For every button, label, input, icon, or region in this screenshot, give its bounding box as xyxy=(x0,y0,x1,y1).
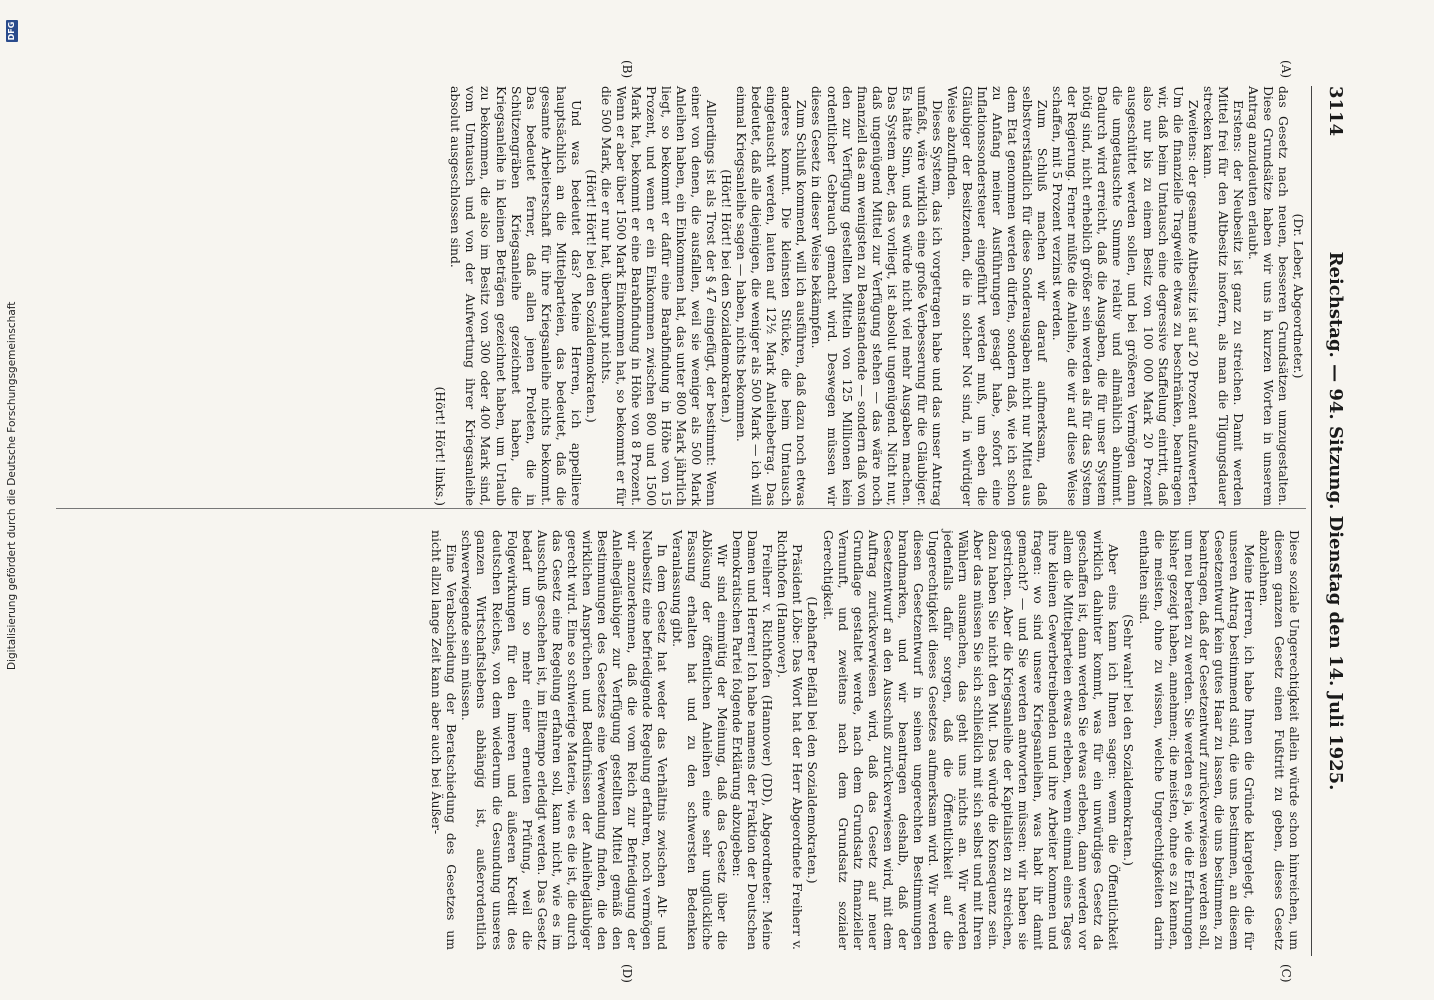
margin-mark-b: (B) xyxy=(620,60,634,79)
dfg-logo-icon: DFG xyxy=(7,21,16,41)
paragraph: Zum Schluß machen wir darauf aufmerksam, daß selbstverständlich für diese Sonderausgaben nicht nur Mittel aus dem Etat genommen werden dürfen, sondern daß, wie ich schon zu Anfang meiner Ausführungen gesagt habe, sofort eine Inflationssondersteuer eingeführt werden muß, um eben die Gläubiger der Besitzenden, die in solcher Not sind, in würdiger Weise abzufinden. xyxy=(944,86,1051,506)
digitization-footer xyxy=(6,0,20,1000)
paragraph: Allerdings ist als Trost der § 47 eingefügt, der bestimmt: Wenn einer von denen, die ausfallen, weil sie weniger als 500 Mark Anleihen haben, ein Einkommen hat, das unter 800 Mark jährlich liegt, so bekommt er dafür eine Barabfindung in Höhe von 15 Prozent, und wenn er ein Einkommen zwischen 800 und 1500 Mark hat, bekommt er eine Barabfindung in Höhe von 8 Prozent. Wenn er aber über 1500 Mark Einkommen hat, so bekommt er für die 500 Mark, die er nur hat, überhaupt nichts. xyxy=(598,86,720,506)
margin-mark-a: (A) xyxy=(1279,60,1293,79)
left-column xyxy=(433,86,1306,506)
margin-mark-d: (D) xyxy=(620,964,634,983)
paragraph: Und was bedeutet das? Meine Herren, ich appelliere hauptsächlich an die Mittelparteien, das bedeutet, daß die gesamte Arbeiterschaft für ihre Kriegsanleihe nichts bekommt. Das bedeutet ferner, daß allen jenen Proleten, die in Schützengräben Kriegsanleihe gezeichnet haben, die Kriegsanleihe in kleinen Beträgen gezeichnet haben, um Urlaub zu bekommen, die also im Besitz von 300 oder 400 Mark sind, vom Umtausch und von der Aufwertung ihrer Kriegsanleihe absolut ausgeschlossen sind. xyxy=(448,86,584,506)
paragraph: Diese soziale Ungerechtigkeit allein würde schon hinreichen, um diesem ganzen Gesetz einen Fußtritt zu geben, dieses Gesetz abzulehnen. xyxy=(1256,530,1302,950)
column-divider xyxy=(56,508,1306,509)
paragraph: Aber eins kann ich Ihnen sagen: wenn die Öffentlichkeit wirklich dahinter kommt, was für ein unwürdiges Gesetz da geschaffen ist, dann werden Sie etwas erleben, dann werden vor allem die Mittelparteien etwas erleben, wenn einmal eines Tages ihre kleinen Gewerbetreibenden und ihre Arbeiter kommen und fragen: wo sind unsere Kriegsanleihen, was habt ihr damit gemacht? — und Sie werden antworten müssen: wir haben sie gestrichen. Aber die Kriegsanleihe der Kapitalisten zu streichen, dazu haben Sie nicht den Mut. Das würde die Konsequenz sein. Aber das müssen Sie sich schließlich mit sich selbst und mit Ihren Wählern ausmachen, das geht uns nichts an. Wir werden jedenfalls dafür sorgen, daß die Öffentlichkeit auf die Ungerechtigkeit dieses Gesetzes aufmerksam wird. Wir werden diesen Gesetzentwurf in seinen ungerechten Bestimmungen brandmarken, und wir beantragen deshalb, daß der Gesetzentwurf an den Ausschuß zurückverwiesen wird, mit dem Auftrag zurückverwiesen wird, daß das Gesetz auf neuer Grundlage gestaltet werde, nach dem Grundsatz finanzieller Vernunft, und zweitens nach dem Grundsatz sozialer Gerechtigkeit. xyxy=(820,530,1122,950)
paragraph: Präsident Löbe: Das Wort hat der Herr Abgeordnete Freiherr v. Richthofen (Hannover). xyxy=(775,530,806,950)
page-title: Reichstag. — 94. Sitzung. Dienstag den 14. Juli 1925. xyxy=(1325,251,1346,791)
margin-mark-c: (C) xyxy=(1279,964,1293,983)
interjection: (Hört! Hört! bei den Sozialdemokraten.) xyxy=(583,169,599,423)
paragraph: Erstens: der Neubesitz ist ganz zu streichen. Damit werden Mittel frei für den Altbesitz insofern, als man die Tilgungsdauer strecken kann. xyxy=(1200,86,1246,506)
paragraph: Wir sind einmütig der Meinung, daß das Gesetz über die Ablösung der öffentlichen Anleihen eine sehr unglückliche Fassung erhalten hat und zu den schwersten Bedenken Veranlassung gibt. xyxy=(670,530,731,950)
paragraph: Zum Schluß kommend, will ich ausführen, daß dazu noch etwas anderes kommt. Die kleinsten Stücke, die beim Umtausch eingetauscht werden, lauten auf 12½ Mark Anleihebetrag. Das bedeutet, daß alle diejenigen, die weniger als 500 Mark — ich will einmal Kriegsanleihe sagen — haben, nichts bekommen. xyxy=(734,86,810,506)
paragraph: In dem Gesetz hat weder das Verhältnis zwischen Alt- und Neubesitz eine befriedigende Regelung erfahren, noch vermögen wir anzuerkennen, daß die vom Reich zur Befriedigung der Anleihegläubiger zur Verfügung gestellten Mittel gemäß den Bestimmungen des Gesetzes eine Verwendung finden, die den wirklichen Ansprüchen und Bedürfnissen der Anleihegläubiger gerecht wird. Eine so schwierige Materie, wie es die ist, die durch das Gesetz eine Regelung erfahren soll, kann nicht, wie es im Ausschuß geschehen ist, im Eiltempo erledigt werden. Das Gesetz bedarf um so mehr einer erneuten Prüfung, weil die Folgewirkungen für den inneren und äußeren Kredit des deutschen Reiches, von dem wiederum die Gesundung unseres ganzen Wirtschaftslebens abhängig ist, außerordentlich schwerwiegende sein müssen. xyxy=(459,530,671,950)
interjection: (Hört! Hört! bei den Sozialdemokraten.) xyxy=(719,169,735,423)
running-header xyxy=(1311,86,1346,956)
speaker-label: (Dr. Leber, Abgeordneter.) xyxy=(1291,213,1306,379)
footer-credit: Digitalisierung gefördert durch die Deutsche Forschungsgemeinschaft xyxy=(6,301,18,670)
paragraph: Eine Verabschiedung der Beratschiedung des Gesetzes um nicht allzu lange Zeit kann aber auch bei Äußer- xyxy=(429,530,460,950)
paragraph: das Gesetz nach neuen, besseren Grundsätzen umzugestalten. Diese Grundsätze haben wir uns in kurzen Worten in unserem Antrag anzudeuten erlaubt. xyxy=(1245,86,1291,506)
paragraph: Meine Herren, ich habe Ihnen die Gründe klargelegt, die für unseren Antrag bestimmend sind, die uns bestimmen, an diesem Gesetzentwurf kein gutes Haar zu lassen, die uns bestimmen, zu beantragen, daß der Gesetzentwurf zurückverwiesen werden soll, um neu beraten zu werden. Sie werden es ja, wie die Erfahrungen bisher gezeigt haben, annehmen; die meisten, ohne es zu kennen, die meisten, ohne zu wissen, welche Ungerechtigkeiten darin enthalten sind. xyxy=(1136,530,1257,950)
page-number: 3114 xyxy=(1325,86,1346,137)
paragraph: Dieses System, das ich vorgetragen habe und das unser Antrag umfaßt, wäre wirklich eine große Verbesserung für die Gläubiger. Es hätte Sinn, und es würde nicht viel mehr Ausgaben machen. Das System aber, das vorliegt, ist absolut ungenügend. Nicht nur, daß ungenügend Mittel zur Verfügung stehen — das wäre noch finanziell das am wenigsten zu Beanstandende — sondern daß von den zur Verfügung gestellten Mitteln von 125 Millionen kein ordentlicher Gebrauch gemacht wird. Deswegen müssen wir dieses Gesetz in dieser Weise bekämpfen. xyxy=(809,86,945,506)
right-column xyxy=(429,530,1302,950)
paragraph: Zweitens: der gesamte Altbesitz ist auf 20 Prozent aufzuwerten. Um die finanzielle Tragweite etwas zu beschränken, beantragen wir, daß beim Umtausch eine degressive Staffelung eintritt, daß also nur bis zu einem Besitz von 100 000 Mark 20 Prozent ausgeschüttet werden sollen, und bei größeren Vermögen dann die umgetauschte Summe relativ und allmählich abnimmt. Dadurch wird erreicht, daß die Ausgaben, die für unser System nötig sind, nicht erheblich größer sein werden als für das System der Regierung. Ferner müßte die Anleihe, die wir auf diese Weise schaffen, mit 5 Prozent verzinst werden. xyxy=(1050,86,1201,506)
interjection: (Sehr wahr! bei den Sozialdemokraten.) xyxy=(1121,614,1137,866)
interjection: (Hört! Hört! links.) xyxy=(433,386,449,506)
paragraph: Freiherr v. Richthofen (Hannover) (DD), Abgeordneter: Meine Damen und Herren! Ich habe namens der Fraktion der Deutschen Demokratischen Partei folgende Erklärung abzugeben: xyxy=(730,530,776,950)
interjection: (Lebhafter Beifall bei den Sozialdemokraten.) xyxy=(805,596,821,884)
